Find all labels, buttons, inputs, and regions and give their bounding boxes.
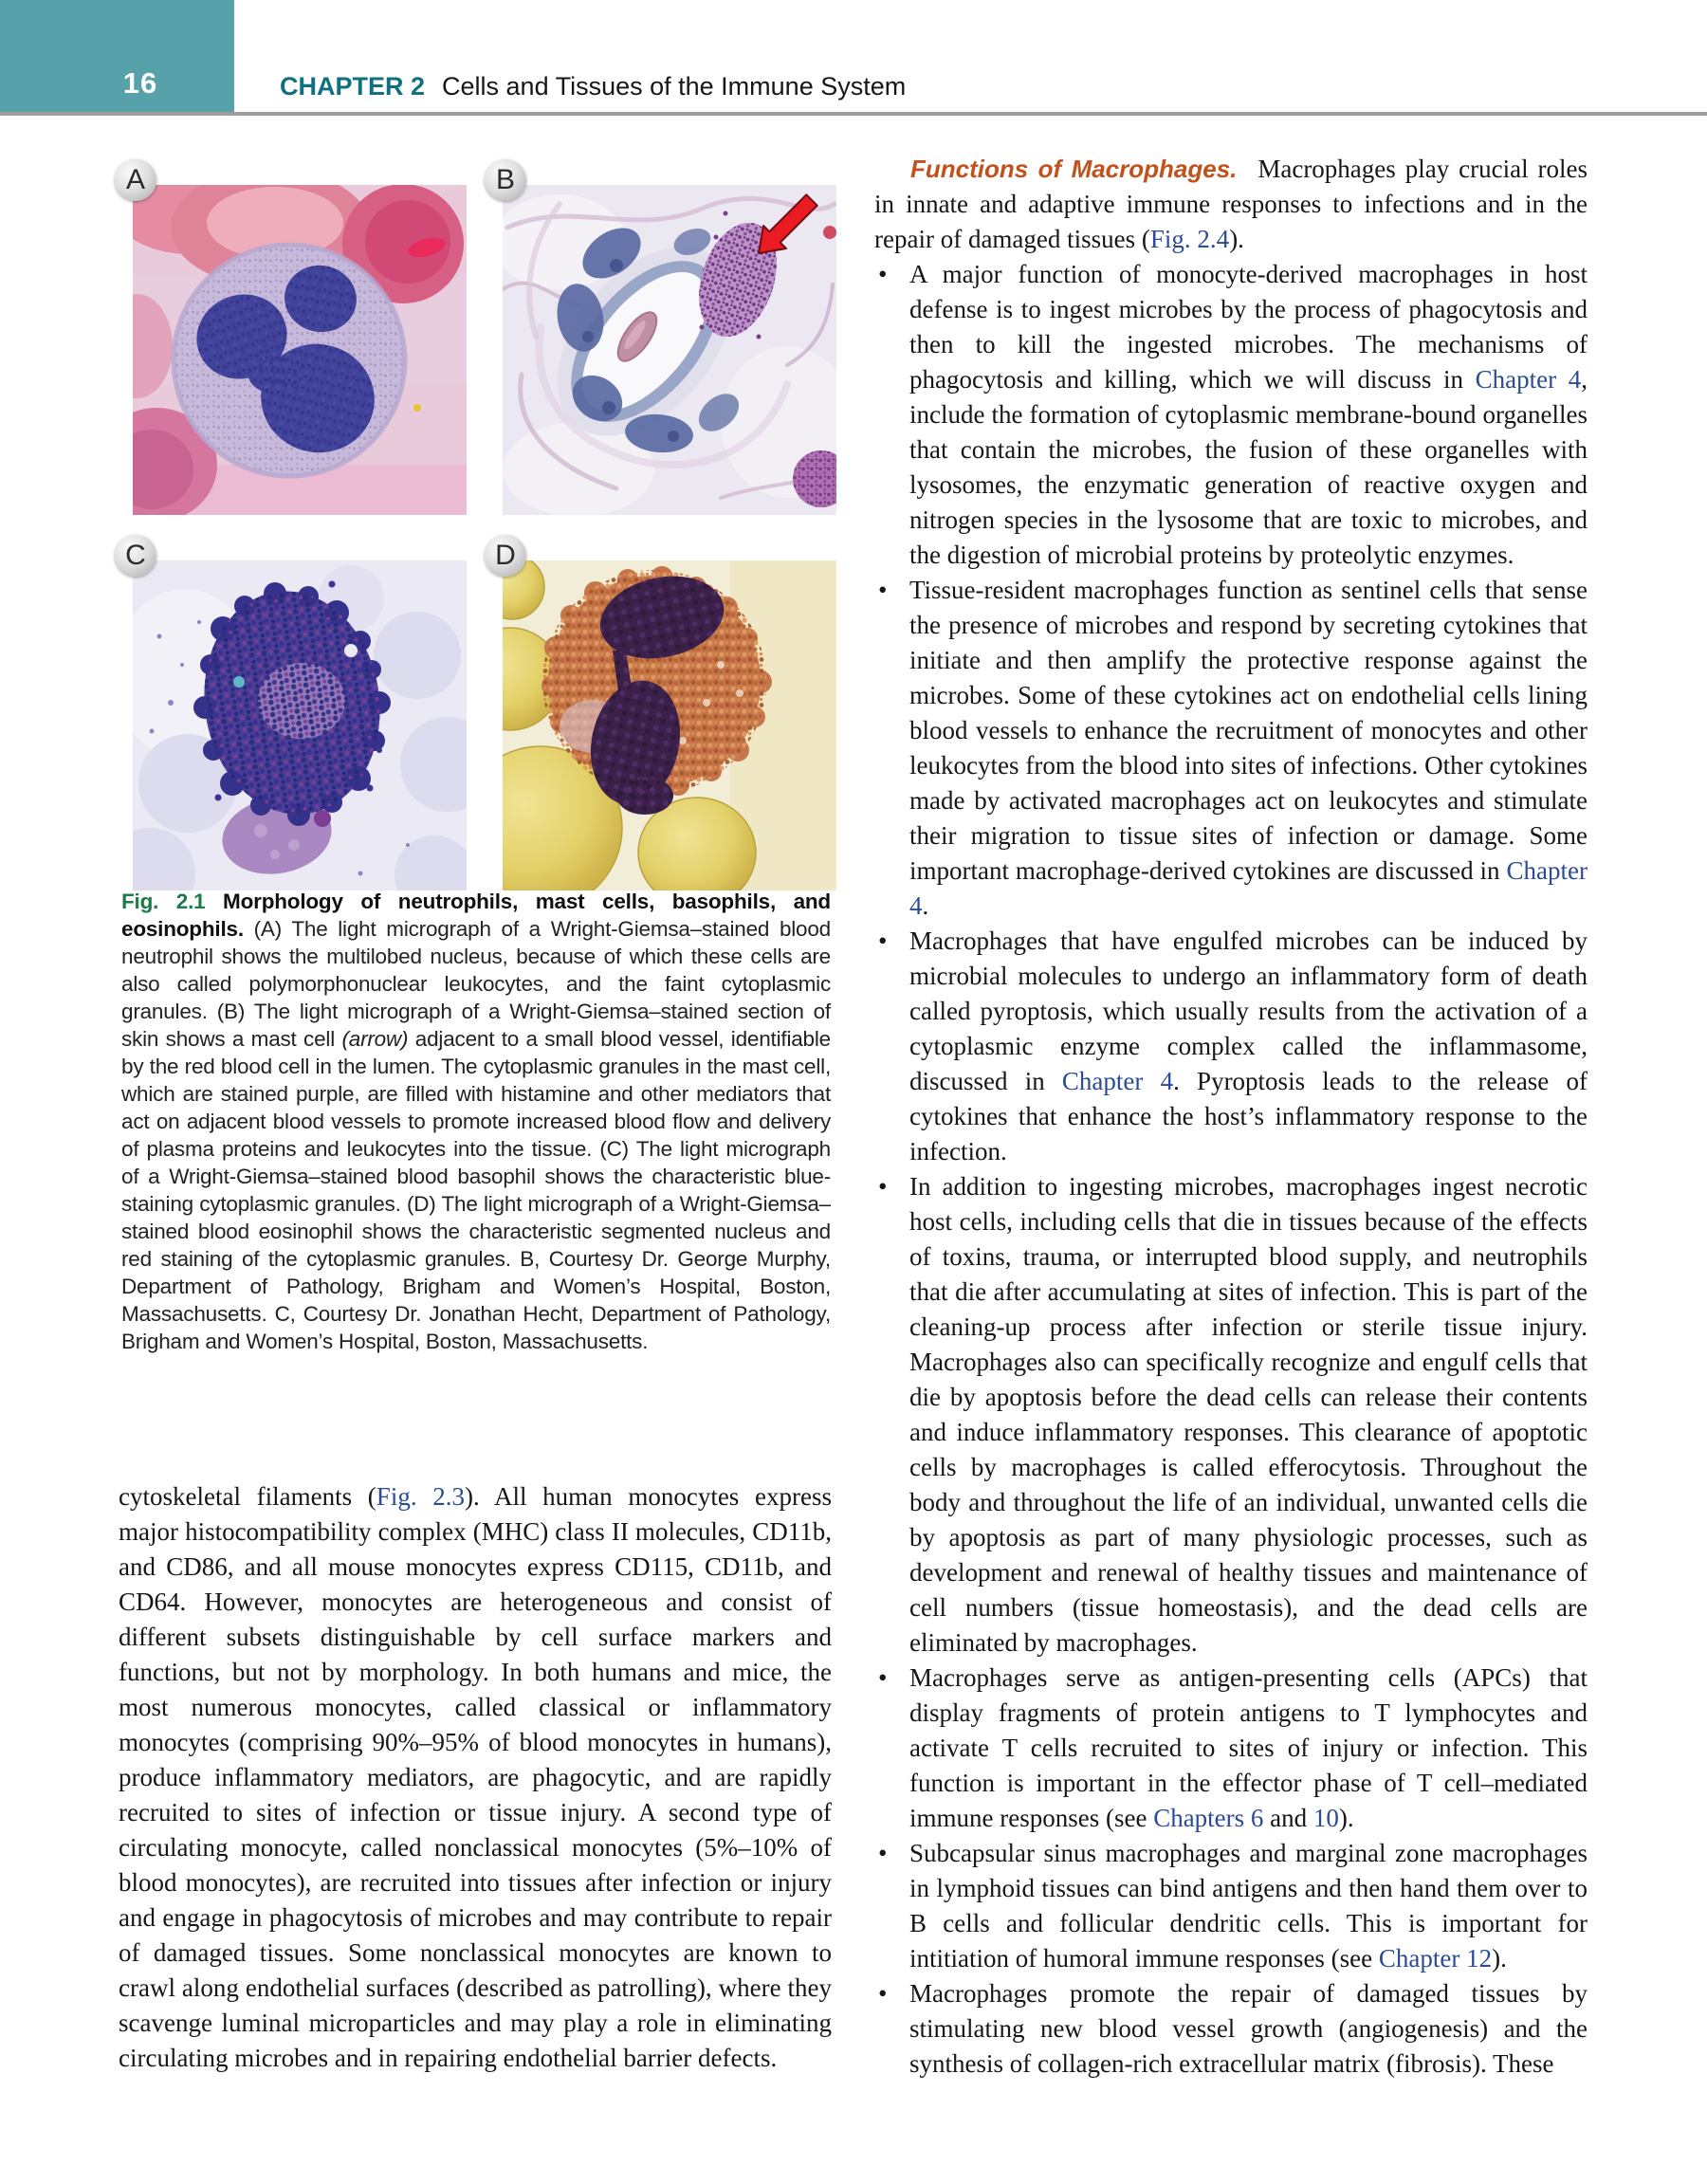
list-item — [874, 924, 1588, 1169]
macrophage-functions-list — [874, 257, 1588, 2082]
text-run: (arrow) — [341, 1027, 409, 1051]
text-run: Subcapsular sinus macrophages and marginal zone macrophages in lymphoid tissues can bind antigens and then hand them over to B cells and follicular dendritic cells. This is important for intitiation of humoral immune responses (see — [909, 1839, 1588, 1973]
text-run: , include the formation of cytoplasmic membrane-bound organelles that contain the microbes, the fusion of these organelles with lysosomes, the enzymatic generation of reactive oxygen and nitrogen species in the lysosome that are toxic to microbes, and the digestion of microbial proteins by proteolytic enzymes. — [909, 365, 1588, 569]
panel-label-b: B — [485, 159, 526, 201]
text-run: . Pyroptosis leads to the release of cytokines that enhance the host’s inflammatory response to the infection. — [909, 1067, 1588, 1165]
text-run: cytoskeletal filaments ( — [119, 1482, 376, 1511]
text-run: ). — [1338, 1804, 1354, 1832]
text-run: Macrophages that have engulfed microbes can be induced by microbial molecules to undergo an inflammatory form of death called pyroptosis, which usually results from the activation of a cytoplasmic enzyme complex called the inflammasome, discussed in — [909, 927, 1588, 1095]
panel-label-d: D — [485, 535, 526, 577]
page-number-band — [0, 0, 234, 112]
cross-reference-link[interactable]: Chapter 12 — [1378, 1944, 1493, 1973]
figure-caption-number: Fig. 2.1 — [121, 890, 224, 913]
list-item — [874, 257, 1588, 573]
right-column — [874, 152, 1588, 2082]
text-run: A major function of monocyte-derived macrophages in host defense is to ingest microbes by the process of phagocytosis and then to kill the ingested microbes. The mechanisms of phagocytosis and killing, which we will discuss in — [909, 260, 1588, 394]
text-run: adjacent to a small blood vessel, identifiable by the red blood cell in the lumen. The cytoplasmic granules in the mast cell, which are stained purple, are filled with histamine and other mediators that act on adjacent blood vessels to promote increased blood flow and delivery of plasma proteins and leukocytes into the tissue. (C) The light micrograph of a Wright-Giemsa–stained blood basophil shows the characteristic blue-staining cytoplasmic granules. (D) The light micrograph of a Wright-Giemsa–stained blood eosinophil shows the characteristic segmented nucleus and red staining of the cytoplasmic granules. B, Courtesy Dr. George Murphy, Department of Pathology, Brigham and Women’s Hospital, Boston, Massachusetts. C, Courtesy Dr. Jonathan Hecht, Department of Pathology, Brigham and Women’s Hospital, Boston, Massachusetts. — [121, 1027, 831, 1353]
cross-reference-link[interactable]: Chapter 4 — [909, 856, 1588, 920]
page-number: 16 — [122, 66, 158, 100]
text-run: . — [922, 891, 929, 920]
text-run: Macrophages play crucial roles in innate and adaptive immune responses to infections and in the repair of damaged tissues ( — [874, 155, 1588, 253]
cross-reference-link[interactable]: Fig. 2.3 — [376, 1482, 466, 1511]
mast-cell-micrograph-image — [503, 185, 836, 515]
text-run: Macrophages serve as antigen-presenting cells (APCs) that display fragments of protein antigens to T lymphocytes and activate T cells recruited to sites of injury or infection. This function is important in the effector phase of T cell–mediated immune responses (see — [909, 1663, 1588, 1832]
text-run: In addition to ingesting microbes, macrophages ingest necrotic host cells, including cells that die in tissues because of the effects of toxins, trauma, or interrupted blood supply, and neutrophils that die after accumulating at sites of infection. This is part of the cleaning-up process after infection or sterile tissue injury. Macrophages also can specifically recognize and engulf cells that die by apoptosis before the dead cells can release their contents and induce inflammatory responses. This clearance of apoptotic cells by macrophages is called efferocytosis. Throughout the body and throughout the life of an individual, unwanted cells die by apoptosis as part of many physiologic processes, such as development and renewal of healthy tissues and maintenance of cell numbers (tissue homeostasis), and the dead cells are eliminated by macrophages. — [909, 1172, 1588, 1657]
list-item — [874, 573, 1588, 924]
text-run: and — [1263, 1804, 1313, 1832]
chapter-label: CHAPTER 2 — [280, 72, 426, 101]
cross-reference-link[interactable]: 10 — [1312, 1804, 1339, 1832]
eosinophil-micrograph-image — [503, 560, 836, 890]
text-run: (A) The light micrograph of a Wright-Giemsa–stained blood neutrophil shows the multilobed nucleus, because of which these cells are also called polymorphonuclear leukocytes, and the faint cytoplasmic granules. (B) The light micrograph of a Wright-Giemsa–stained section of skin shows a mast cell — [121, 917, 831, 1051]
cross-reference-link[interactable]: Chapters 6 — [1153, 1804, 1264, 1832]
text-run: Macrophages promote the repair of damaged tissues by stimulating new blood vessel growth (angiogenesis) and the synthesis of collagen-rich extracellular matrix (fibrosis). These — [909, 1979, 1588, 2078]
chapter-title: Cells and Tissues of the Immune System — [442, 72, 907, 101]
cross-reference-link[interactable]: Chapter 4 — [1061, 1067, 1174, 1095]
chapter-header — [280, 72, 906, 101]
text-run: ). — [1229, 225, 1244, 253]
cross-reference-link[interactable]: Fig. 2.4 — [1149, 225, 1230, 253]
figure-caption-title: Morphology of neutrophils, mast cells, basophils, and eosinophils. — [121, 890, 831, 941]
micrograph-panel-eosinophil — [503, 560, 836, 890]
panel-label-c: C — [115, 535, 156, 577]
text-run: ). All human monocytes express major histocompatibility complex (MHC) class II molecules, CD11b, and CD86, and all mouse monocytes express CD115, CD11b, and CD64. However, monocytes are heterogeneous and consist of different subsets distinguishable by cell surface markers and functions, but not by morphology. In both humans and mice, the most numerous monocytes, called classical or inflammatory monocytes (comprising 90%–95% of blood monocytes in humans), produce inflammatory mediators, are phagocytic, and are rapidly recruited to sites of infection or tissue injury. A second type of circulating monocyte, called nonclassical monocytes (5%–10% of blood monocytes), are recruited into tissues after infection or injury and engage in phagocytosis of microbes and may contribute to repair of damaged tissues. Some nonclassical monocytes are known to crawl along endothelial surfaces (described as patrolling), where they scavenge luminal microparticles and may play a role in eliminating circulating microbes and in repairing endothelial barrier defects. — [119, 1482, 832, 2072]
text-run: Tissue-resident macrophages function as sentinel cells that sense the presence of microbes and respond by secreting cytokines that initiate and then amplify the protective response against the microbes. Some of these cytokines act on endothelial cells lining blood vessels to enhance the recruitment of monocytes and other leukocytes from the blood into sites of infections. Other cytokines made by activated macrophages act on leukocytes and stimulate their migration to tissue sites of infection or damage. Some important macrophage-derived cytokines are discussed in — [909, 576, 1588, 885]
section-run-in-heading: Functions of Macrophages. — [910, 155, 1238, 183]
text-run: ). — [1492, 1944, 1507, 1973]
list-item — [874, 1169, 1588, 1661]
left-column-paragraph — [119, 1479, 832, 2076]
basophil-micrograph-image — [133, 560, 467, 890]
panel-label-a: A — [115, 159, 156, 201]
micrograph-panel-basophil — [133, 560, 467, 890]
list-item — [874, 1976, 1588, 2082]
cross-reference-link[interactable]: Chapter 4 — [1475, 365, 1582, 394]
figure-caption — [121, 888, 831, 1355]
list-item — [874, 1661, 1588, 1836]
micrograph-panel-mast-cell — [503, 185, 836, 515]
list-item — [874, 1836, 1588, 1976]
header-rule — [0, 112, 1707, 116]
neutrophil-micrograph-image — [133, 185, 467, 515]
micrograph-panel-neutrophil — [133, 185, 467, 515]
functions-of-macrophages-paragraph — [874, 152, 1588, 257]
